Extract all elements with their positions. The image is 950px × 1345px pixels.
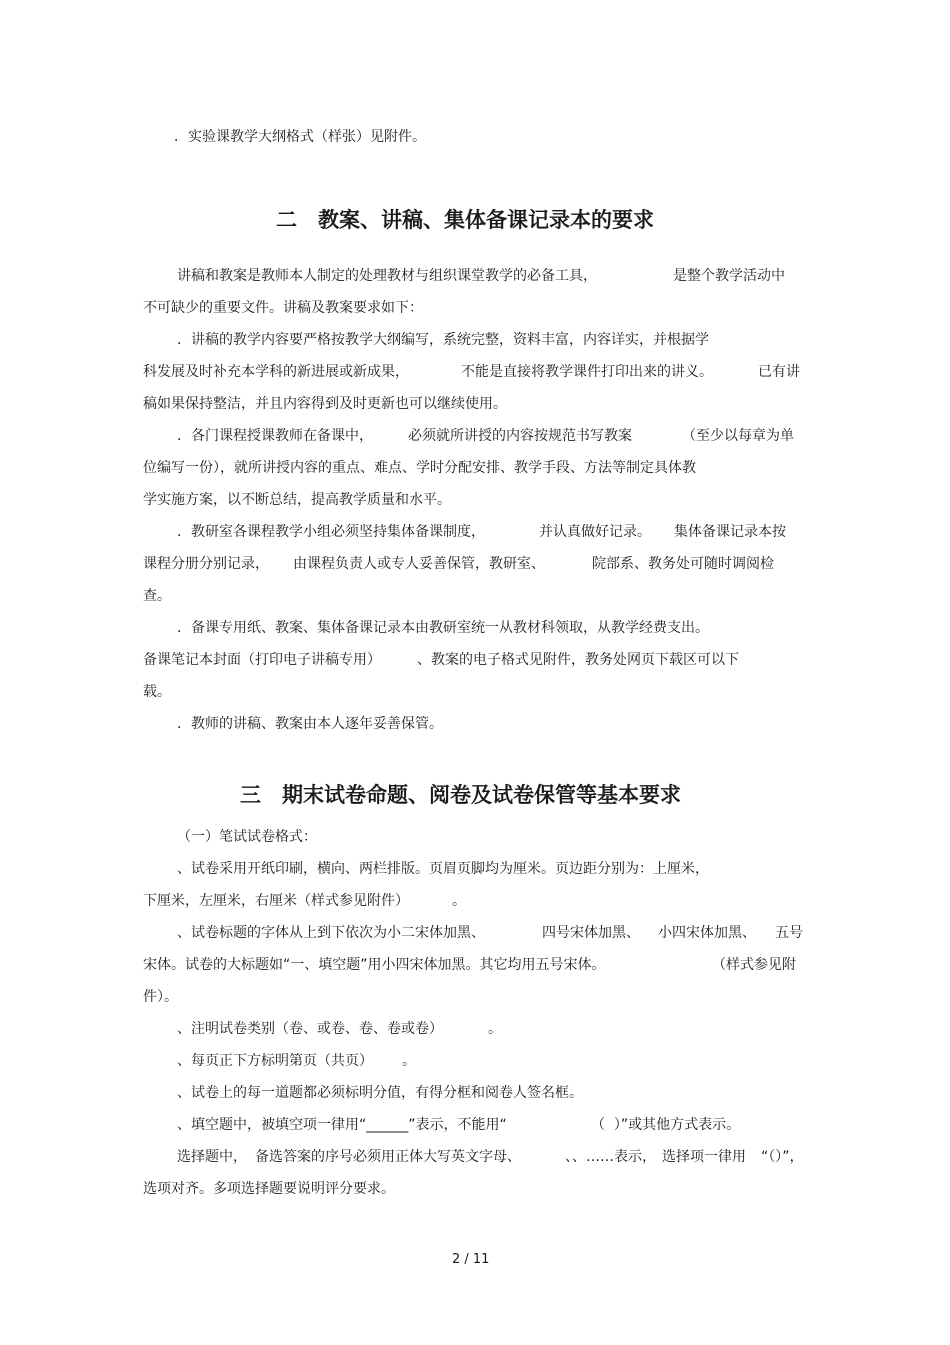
s3-text: 选择题中， [177, 1149, 247, 1165]
s3-text: 五号 [775, 925, 803, 941]
s3-text: 下厘米，左厘米，右厘米（样式参见附件） [143, 893, 409, 909]
s2-text: ．教研室各课程教学小组必须坚持集体备课制度， [177, 524, 485, 540]
s3-text: 、试卷标题的字体从上到下依次为小二宋体加黑、 [177, 925, 485, 941]
s2-text: 备课笔记本封面（打印电子讲稿专用） [143, 652, 381, 668]
s3-text: （ ）”或其他方式表示。 [591, 1117, 741, 1133]
s2-text: 集体备课记录本按 [674, 524, 786, 540]
s2-text: 科发展及时补充本学科的新进展或新成果， [143, 364, 409, 380]
s3-text: 四号宋体加黑、 [542, 925, 640, 941]
s2-text: ．讲稿的教学内容要严格按教学大纲编写，系统完整，资料丰富，内容详实，并根据学 [177, 332, 709, 348]
s3-text: “（）”， [761, 1149, 804, 1165]
section-3-heading: 三 期末试卷命题、阅卷及试卷保管等基本要求 [240, 783, 681, 807]
s2-text: ．各门课程授课教师在备课中， [177, 428, 373, 444]
s3-text: 宋体。试卷的大标题如“一、填空题”用小四宋体加黑。其它均用五号宋体。 [143, 957, 606, 973]
s3-text: 、注明试卷类别（卷、或卷、卷、卷或卷） [177, 1021, 443, 1037]
s2-text: ．备课专用纸、教案、集体备课记录本由教研室统一从教材科领取，从教学经费支出。 [177, 620, 709, 636]
s3-text: 、、……表示， [565, 1149, 656, 1165]
s3-text: （一）笔试试卷格式： [177, 829, 317, 845]
s2-text: 稿如果保持整洁，并且内容得到及时更新也可以继续使用。 [143, 396, 507, 412]
s3-text: 、每页正下方标明第页（共页） [177, 1053, 373, 1069]
s2-text: 不可缺少的重要文件。讲稿及教案要求如下： [143, 300, 423, 316]
s2-text: 课程分册分别记录， [143, 556, 269, 572]
s2-text: 学实施方案，以不断总结，提高教学质量和水平。 [143, 492, 451, 508]
s3-text: 、填空题中，被填空项一律用“______”表示，不能用“ [177, 1117, 507, 1133]
s2-text: 由课程负责人或专人妥善保管，教研室、 [293, 556, 545, 572]
s2-text: 并认真做好记录。 [539, 524, 651, 540]
s3-text: （样式参见附 [712, 957, 796, 973]
intro-line: ．实验课教学大纲格式（样张）见附件。 [174, 129, 426, 145]
s3-text: 。 [488, 1021, 502, 1037]
s2-text: 必须就所讲授的内容按规范书写教案 [408, 428, 632, 444]
s2-text: 讲稿和教案是教师本人制定的处理教材与组织课堂教学的必备工具， [177, 268, 597, 284]
s2-text: （至少以每章为单 [682, 428, 794, 444]
s3-text: 、试卷采用开纸印刷，横向、两栏排版。页眉页脚均为厘米。页边距分别为：上厘米， [177, 861, 709, 877]
s2-text: 载。 [143, 684, 171, 700]
s3-text: 。 [452, 893, 466, 909]
s2-text: 不能是直接将教学课件打印出来的讲义。 [461, 364, 713, 380]
s2-text: 查。 [143, 588, 171, 604]
s2-text: ．教师的讲稿、教案由本人逐年妥善保管。 [177, 716, 443, 732]
s3-text: 件）。 [143, 989, 178, 1005]
page-number: 2 / 11 [452, 1252, 490, 1267]
s3-text: 备选答案的序号必须用正体大写英文字母、 [255, 1149, 521, 1165]
section-2-heading: 二 教案、讲稿、集体备课记录本的要求 [276, 208, 654, 232]
s2-text: 是整个教学活动中 [673, 268, 785, 284]
s2-text: 院部系、教务处可随时调阅检 [592, 556, 774, 572]
s2-text: 、教案的电子格式见附件，教务处网页下载区可以下 [417, 652, 739, 668]
s2-text: 已有讲 [758, 364, 800, 380]
s2-text: 位编写一份），就所讲授内容的重点、难点、学时分配安排、教学手段、方法等制定具体教 [143, 460, 696, 476]
s3-text: 选项对齐。多项选择题要说明评分要求。 [143, 1181, 395, 1197]
s3-text: 选择项一律用 [662, 1149, 746, 1165]
s3-text: 。 [402, 1053, 416, 1069]
s3-text: 、试卷上的每一道题都必须标明分值，有得分框和阅卷人签名框。 [177, 1085, 583, 1101]
s3-text: 小四宋体加黑、 [658, 925, 756, 941]
